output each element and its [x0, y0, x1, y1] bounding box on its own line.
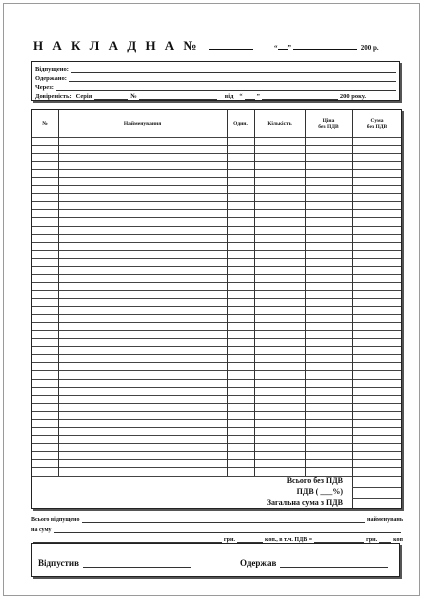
table-row [32, 306, 402, 307]
amount-words-field[interactable] [54, 526, 401, 533]
via-row: Через: [35, 82, 396, 91]
table-row [32, 153, 402, 154]
amount-breakdown-row: грн. коп., в т.ч. ПДВ = грн. коп [31, 534, 403, 543]
via-field[interactable] [56, 84, 396, 91]
invoice-sheet [3, 3, 420, 596]
col-header-unit: Один. [233, 120, 248, 127]
table-row [32, 298, 402, 299]
total-sent-row: Всього відпущено найменувань [31, 517, 403, 523]
items-table [31, 109, 402, 509]
table-row [32, 346, 402, 347]
vat-uah-field[interactable] [314, 536, 364, 543]
table-row [32, 467, 402, 468]
signature-box [31, 543, 400, 577]
received-row: Одержано: [35, 73, 396, 82]
table-column-divider [352, 476, 353, 509]
proxy-day-field[interactable] [245, 93, 255, 100]
invoice-number-field[interactable] [209, 40, 253, 50]
table-row [32, 161, 402, 162]
table-row [32, 145, 402, 146]
amount-kop-field[interactable] [237, 536, 263, 543]
proxy-row: Довіреність: Серія № від “ ” 200 року. [35, 93, 366, 100]
table-row [32, 201, 402, 202]
table-row [32, 443, 402, 444]
table-row [32, 226, 402, 227]
table-row [32, 330, 402, 331]
table-row [32, 266, 402, 267]
table-row [32, 338, 402, 339]
col-header-quantity: Кількість [267, 120, 292, 127]
table-row [32, 387, 402, 388]
date-month-field[interactable] [293, 43, 357, 50]
received-field[interactable] [69, 75, 396, 82]
amount-continued-field[interactable] [33, 536, 222, 543]
table-row [32, 427, 402, 428]
proxy-number-field[interactable] [139, 93, 217, 100]
table-column-divider [58, 110, 59, 476]
amount-row: на суму [31, 524, 403, 533]
table-row [32, 322, 402, 323]
table-row [32, 290, 402, 291]
received-by-field[interactable] [280, 559, 388, 568]
table-header-divider [32, 137, 402, 138]
table-total-row [352, 498, 402, 499]
table-row [32, 362, 402, 363]
received-by-signature: Одержав [240, 558, 388, 568]
col-header-price: Ціна без ПДВ [318, 117, 339, 130]
table-row [32, 411, 402, 412]
col-header-number: № [42, 120, 48, 127]
table-row [32, 314, 402, 315]
table-column-divider [352, 110, 353, 476]
table-row [32, 274, 402, 275]
released-by-field[interactable] [83, 559, 191, 568]
sent-field[interactable] [71, 66, 396, 73]
released-by-signature: Відпустив [38, 558, 191, 568]
table-row [32, 451, 402, 452]
table-row [32, 258, 402, 259]
table-row [32, 370, 402, 371]
table-row [32, 435, 402, 436]
table-row [32, 379, 402, 380]
table-row [32, 209, 402, 210]
col-header-sum: Сума без ПДВ [366, 117, 388, 130]
table-row [32, 419, 402, 420]
table-total-row [352, 487, 402, 488]
table-row [32, 395, 402, 396]
table-row [32, 354, 402, 355]
table-row [32, 459, 402, 460]
table-row [32, 242, 402, 243]
table-row [32, 185, 402, 186]
proxy-month-field[interactable] [262, 93, 338, 100]
table-column-divider [305, 110, 306, 476]
table-row [32, 250, 402, 251]
total-with-vat-label: Загальна сума з ПДВ [266, 498, 343, 507]
table-body-end [32, 476, 402, 477]
date-day-field[interactable] [278, 43, 288, 50]
table-column-divider [227, 110, 228, 476]
table-row [32, 169, 402, 170]
invoice-date: “ ” 200 р. [274, 44, 379, 52]
table-row [32, 177, 402, 178]
total-without-vat-label: Всього без ПДВ [286, 476, 343, 485]
vat-kop-field[interactable] [379, 536, 391, 543]
sent-row: Відпущено: [35, 64, 396, 73]
table-row [32, 217, 402, 218]
table-row [32, 403, 402, 404]
vat-label: ПДВ ( ___%) [296, 487, 343, 496]
total-sent-field[interactable] [82, 516, 366, 523]
table-row [32, 193, 402, 194]
table-row [32, 282, 402, 283]
invoice-title: Н А К Л А Д Н А № [33, 38, 253, 54]
proxy-series-field[interactable] [94, 93, 128, 100]
col-header-name: Найменування [123, 120, 162, 127]
table-row [32, 234, 402, 235]
shipping-info-box [31, 61, 400, 101]
table-column-divider [254, 110, 255, 476]
